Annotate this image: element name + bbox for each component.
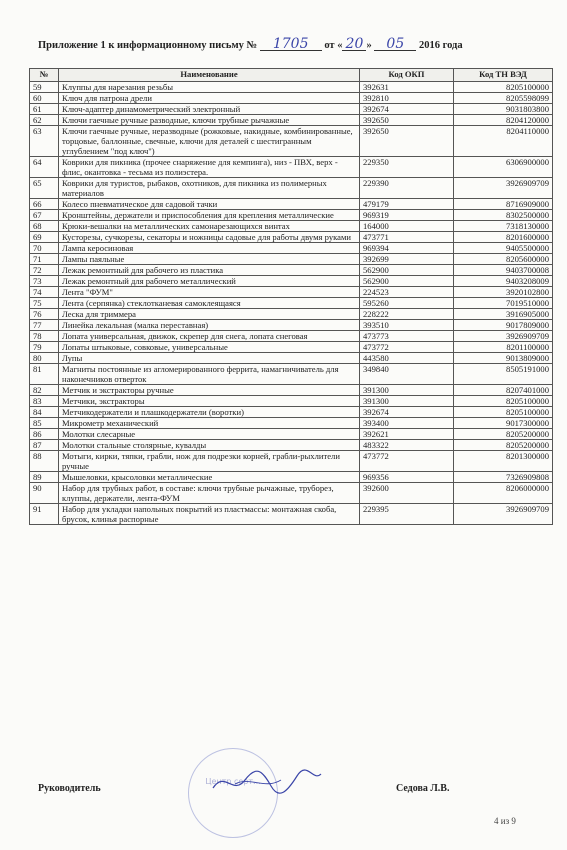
row-name: Метчикодержатели и плашкодержатели (воротки) bbox=[59, 407, 360, 418]
row-number: 66 bbox=[30, 199, 59, 210]
row-name: Мышеловки, крысоловки металлические bbox=[59, 472, 360, 483]
row-name: Метчики, экстракторы bbox=[59, 396, 360, 407]
row-number: 83 bbox=[30, 396, 59, 407]
row-tnved: 8205100000 bbox=[454, 407, 553, 418]
row-tnved: 8205200000 bbox=[454, 429, 553, 440]
row-number: 87 bbox=[30, 440, 59, 451]
table-row bbox=[30, 472, 553, 483]
table-row bbox=[30, 429, 553, 440]
row-okp: 392699 bbox=[360, 254, 454, 265]
row-okp: 473772 bbox=[360, 451, 454, 472]
row-name: Молотки слесарные bbox=[59, 429, 360, 440]
row-okp: 562900 bbox=[360, 276, 454, 287]
row-tnved: 9013809000 bbox=[454, 353, 553, 364]
row-number: 60 bbox=[30, 93, 59, 104]
table-row bbox=[30, 451, 553, 472]
row-tnved: 3926909709 bbox=[454, 178, 553, 199]
row-number: 84 bbox=[30, 407, 59, 418]
row-number: 64 bbox=[30, 157, 59, 178]
table-row bbox=[30, 353, 553, 364]
products-table bbox=[29, 68, 553, 525]
table-row bbox=[30, 115, 553, 126]
row-tnved: 8205600000 bbox=[454, 254, 553, 265]
row-tnved: 3926909709 bbox=[454, 504, 553, 525]
row-tnved: 8716909000 bbox=[454, 199, 553, 210]
row-okp: 391300 bbox=[360, 385, 454, 396]
row-number: 79 bbox=[30, 342, 59, 353]
row-okp: 392810 bbox=[360, 93, 454, 104]
row-okp: 595260 bbox=[360, 298, 454, 309]
row-okp: 391300 bbox=[360, 396, 454, 407]
row-name: Кусторезы, сучкорезы, секаторы и ножницы садовые для работы двумя руками bbox=[59, 232, 360, 243]
row-okp: 393510 bbox=[360, 320, 454, 331]
row-okp: 969394 bbox=[360, 243, 454, 254]
row-number: 67 bbox=[30, 210, 59, 221]
row-name: Лопаты штыковые, совковые, универсальные bbox=[59, 342, 360, 353]
row-name: Лента (серпянка) стеклотканевая самоклеящаяся bbox=[59, 298, 360, 309]
row-okp: 392650 bbox=[360, 115, 454, 126]
row-tnved: 8201300000 bbox=[454, 451, 553, 472]
row-tnved: 8201100000 bbox=[454, 342, 553, 353]
row-number: 85 bbox=[30, 418, 59, 429]
row-tnved: 3916905000 bbox=[454, 309, 553, 320]
row-number: 71 bbox=[30, 254, 59, 265]
table-row bbox=[30, 407, 553, 418]
row-okp: 969319 bbox=[360, 210, 454, 221]
header-mid: » bbox=[366, 40, 372, 51]
row-number: 89 bbox=[30, 472, 59, 483]
row-tnved: 3920102800 bbox=[454, 287, 553, 298]
row-okp: 562900 bbox=[360, 265, 454, 276]
row-okp: 473773 bbox=[360, 331, 454, 342]
row-name: Мотыги, кирки, тяпки, грабли, нож для подрезки корней, грабли-рыхлители ручные bbox=[59, 451, 360, 472]
row-tnved: 7326909808 bbox=[454, 472, 553, 483]
row-name: Набор для трубных работ, в составе: ключи трубные рычажные, труборез, клуппы, держатели, лента-ФУМ bbox=[59, 483, 360, 504]
table-row bbox=[30, 320, 553, 331]
table-row bbox=[30, 504, 553, 525]
table-row bbox=[30, 483, 553, 504]
table-row bbox=[30, 309, 553, 320]
director-label: Руководитель bbox=[38, 783, 101, 794]
letter-month: 05 bbox=[374, 38, 416, 51]
row-okp: 969356 bbox=[360, 472, 454, 483]
table-row bbox=[30, 331, 553, 342]
row-name: Молотки стальные столярные, кувалды bbox=[59, 440, 360, 451]
row-okp: 392674 bbox=[360, 407, 454, 418]
row-name: Леска для триммера bbox=[59, 309, 360, 320]
row-name: Микрометр механический bbox=[59, 418, 360, 429]
row-okp: 228222 bbox=[360, 309, 454, 320]
row-name: Магниты постоянные из агломерированного феррита, намагничиватель для наконечников отверток bbox=[59, 364, 360, 385]
row-number: 68 bbox=[30, 221, 59, 232]
table-row bbox=[30, 243, 553, 254]
row-number: 61 bbox=[30, 104, 59, 115]
table-row bbox=[30, 93, 553, 104]
row-tnved: 8205100000 bbox=[454, 82, 553, 93]
row-tnved: 8204110000 bbox=[454, 126, 553, 157]
header-suffix: 2016 года bbox=[418, 40, 463, 51]
header-from: от « bbox=[324, 40, 343, 51]
row-name: Клуппы для нарезания резьбы bbox=[59, 82, 360, 93]
document-header bbox=[38, 38, 558, 51]
signer-name: Седова Л.В. bbox=[396, 783, 450, 794]
row-tnved: 9405500000 bbox=[454, 243, 553, 254]
row-number: 86 bbox=[30, 429, 59, 440]
row-okp: 479179 bbox=[360, 199, 454, 210]
row-number: 69 bbox=[30, 232, 59, 243]
stamp-text: Центр серт... bbox=[205, 777, 261, 786]
row-number: 82 bbox=[30, 385, 59, 396]
table-row bbox=[30, 440, 553, 451]
row-number: 77 bbox=[30, 320, 59, 331]
letter-number: 1705 bbox=[260, 38, 322, 51]
row-name: Лампа керосиновая bbox=[59, 243, 360, 254]
table-row bbox=[30, 265, 553, 276]
row-name: Коврики для туристов, рыбаков, охотников, для пикника из полимерных материалов bbox=[59, 178, 360, 199]
row-tnved: 8205100000 bbox=[454, 396, 553, 407]
row-okp: 224523 bbox=[360, 287, 454, 298]
row-name: Ключи гаечные ручные, неразводные (рожковые, накидные, комбинированные, торцовые, баллонные, свечные, ключи для деталей с шестигранным углублением "под ключ") bbox=[59, 126, 360, 157]
row-okp: 349840 bbox=[360, 364, 454, 385]
row-name: Линейка лекальная (малка переставная) bbox=[59, 320, 360, 331]
letter-day: 20 bbox=[342, 38, 366, 51]
row-number: 65 bbox=[30, 178, 59, 199]
row-tnved: 8206000000 bbox=[454, 483, 553, 504]
row-tnved: 8204120000 bbox=[454, 115, 553, 126]
signature bbox=[205, 762, 325, 802]
table-row bbox=[30, 199, 553, 210]
table-row bbox=[30, 178, 553, 199]
row-tnved: 7318130000 bbox=[454, 221, 553, 232]
row-name: Лампы паяльные bbox=[59, 254, 360, 265]
row-okp: 473772 bbox=[360, 342, 454, 353]
row-tnved: 9017809000 bbox=[454, 320, 553, 331]
row-name: Колесо пневматическое для садовой тачки bbox=[59, 199, 360, 210]
row-okp: 392650 bbox=[360, 126, 454, 157]
row-name: Лента "ФУМ" bbox=[59, 287, 360, 298]
row-name: Метчик и экстракторы ручные bbox=[59, 385, 360, 396]
table-row bbox=[30, 364, 553, 385]
table-row bbox=[30, 126, 553, 157]
table-row bbox=[30, 418, 553, 429]
row-number: 74 bbox=[30, 287, 59, 298]
row-tnved: 3926909709 bbox=[454, 331, 553, 342]
row-name: Лежак ремонтный для рабочего из пластика bbox=[59, 265, 360, 276]
table-row bbox=[30, 232, 553, 243]
row-number: 91 bbox=[30, 504, 59, 525]
row-name: Набор для укладки напольных покрытий из пластмассы: монтажная скоба, брусок, клинья распорные bbox=[59, 504, 360, 525]
table-row bbox=[30, 221, 553, 232]
table-row bbox=[30, 276, 553, 287]
table-row bbox=[30, 210, 553, 221]
row-number: 76 bbox=[30, 309, 59, 320]
table-row bbox=[30, 396, 553, 407]
row-number: 70 bbox=[30, 243, 59, 254]
row-number: 75 bbox=[30, 298, 59, 309]
row-okp: 392621 bbox=[360, 429, 454, 440]
row-okp: 443580 bbox=[360, 353, 454, 364]
row-okp: 392600 bbox=[360, 483, 454, 504]
row-name: Крюки-вешалки на металлических самонарезающихся винтах bbox=[59, 221, 360, 232]
header-prefix: Приложение 1 к информационному письму № bbox=[38, 40, 258, 51]
table-row bbox=[30, 287, 553, 298]
row-number: 88 bbox=[30, 451, 59, 472]
row-tnved: 8205200000 bbox=[454, 440, 553, 451]
row-tnved: 9017300000 bbox=[454, 418, 553, 429]
row-number: 72 bbox=[30, 265, 59, 276]
row-name: Ключ-адаптер динамометрический электронный bbox=[59, 104, 360, 115]
table-body bbox=[30, 82, 553, 525]
row-name: Лопата универсальная, движок, скрепер для снега, лопата снеговая bbox=[59, 331, 360, 342]
row-tnved: 8207401000 bbox=[454, 385, 553, 396]
table-row bbox=[30, 298, 553, 309]
row-tnved: 8201600000 bbox=[454, 232, 553, 243]
row-okp: 473771 bbox=[360, 232, 454, 243]
row-okp: 392674 bbox=[360, 104, 454, 115]
col-header-okp: Код ОКП bbox=[360, 69, 454, 82]
row-number: 63 bbox=[30, 126, 59, 157]
row-name: Ключи гаечные ручные разводные, ключи трубные рычажные bbox=[59, 115, 360, 126]
row-okp: 229350 bbox=[360, 157, 454, 178]
col-header-number: № bbox=[30, 69, 59, 82]
row-number: 78 bbox=[30, 331, 59, 342]
row-name: Кронштейны, держатели и приспособления для крепления металлические bbox=[59, 210, 360, 221]
row-number: 62 bbox=[30, 115, 59, 126]
row-tnved: 8505191000 bbox=[454, 364, 553, 385]
table-row bbox=[30, 157, 553, 178]
row-name: Коврики для пикника (прочее снаряжение для кемпинга), низ - ПВХ, верх - флис, окантовка - тесьма из полиэстера. bbox=[59, 157, 360, 178]
row-tnved: 8205598099 bbox=[454, 93, 553, 104]
row-okp: 393400 bbox=[360, 418, 454, 429]
row-tnved: 8302500000 bbox=[454, 210, 553, 221]
row-tnved: 9403208009 bbox=[454, 276, 553, 287]
col-header-tnved: Код ТН ВЭД bbox=[454, 69, 553, 82]
row-name: Лупы bbox=[59, 353, 360, 364]
row-number: 81 bbox=[30, 364, 59, 385]
row-number: 73 bbox=[30, 276, 59, 287]
table-row bbox=[30, 385, 553, 396]
row-number: 90 bbox=[30, 483, 59, 504]
row-tnved: 9031803800 bbox=[454, 104, 553, 115]
table-row bbox=[30, 342, 553, 353]
page-number: 4 из 9 bbox=[494, 816, 516, 826]
row-name: Ключ для патрона дрели bbox=[59, 93, 360, 104]
col-header-name: Наименование bbox=[59, 69, 360, 82]
row-number: 59 bbox=[30, 82, 59, 93]
row-tnved: 7019510000 bbox=[454, 298, 553, 309]
table-row bbox=[30, 254, 553, 265]
row-tnved: 9403700008 bbox=[454, 265, 553, 276]
table-row bbox=[30, 82, 553, 93]
row-okp: 229390 bbox=[360, 178, 454, 199]
row-number: 80 bbox=[30, 353, 59, 364]
table-row bbox=[30, 104, 553, 115]
row-okp: 392631 bbox=[360, 82, 454, 93]
row-okp: 164000 bbox=[360, 221, 454, 232]
row-okp: 229395 bbox=[360, 504, 454, 525]
row-name: Лежак ремонтный для рабочего металлический bbox=[59, 276, 360, 287]
row-okp: 483322 bbox=[360, 440, 454, 451]
row-tnved: 6306900000 bbox=[454, 157, 553, 178]
table-header-row bbox=[30, 69, 553, 82]
